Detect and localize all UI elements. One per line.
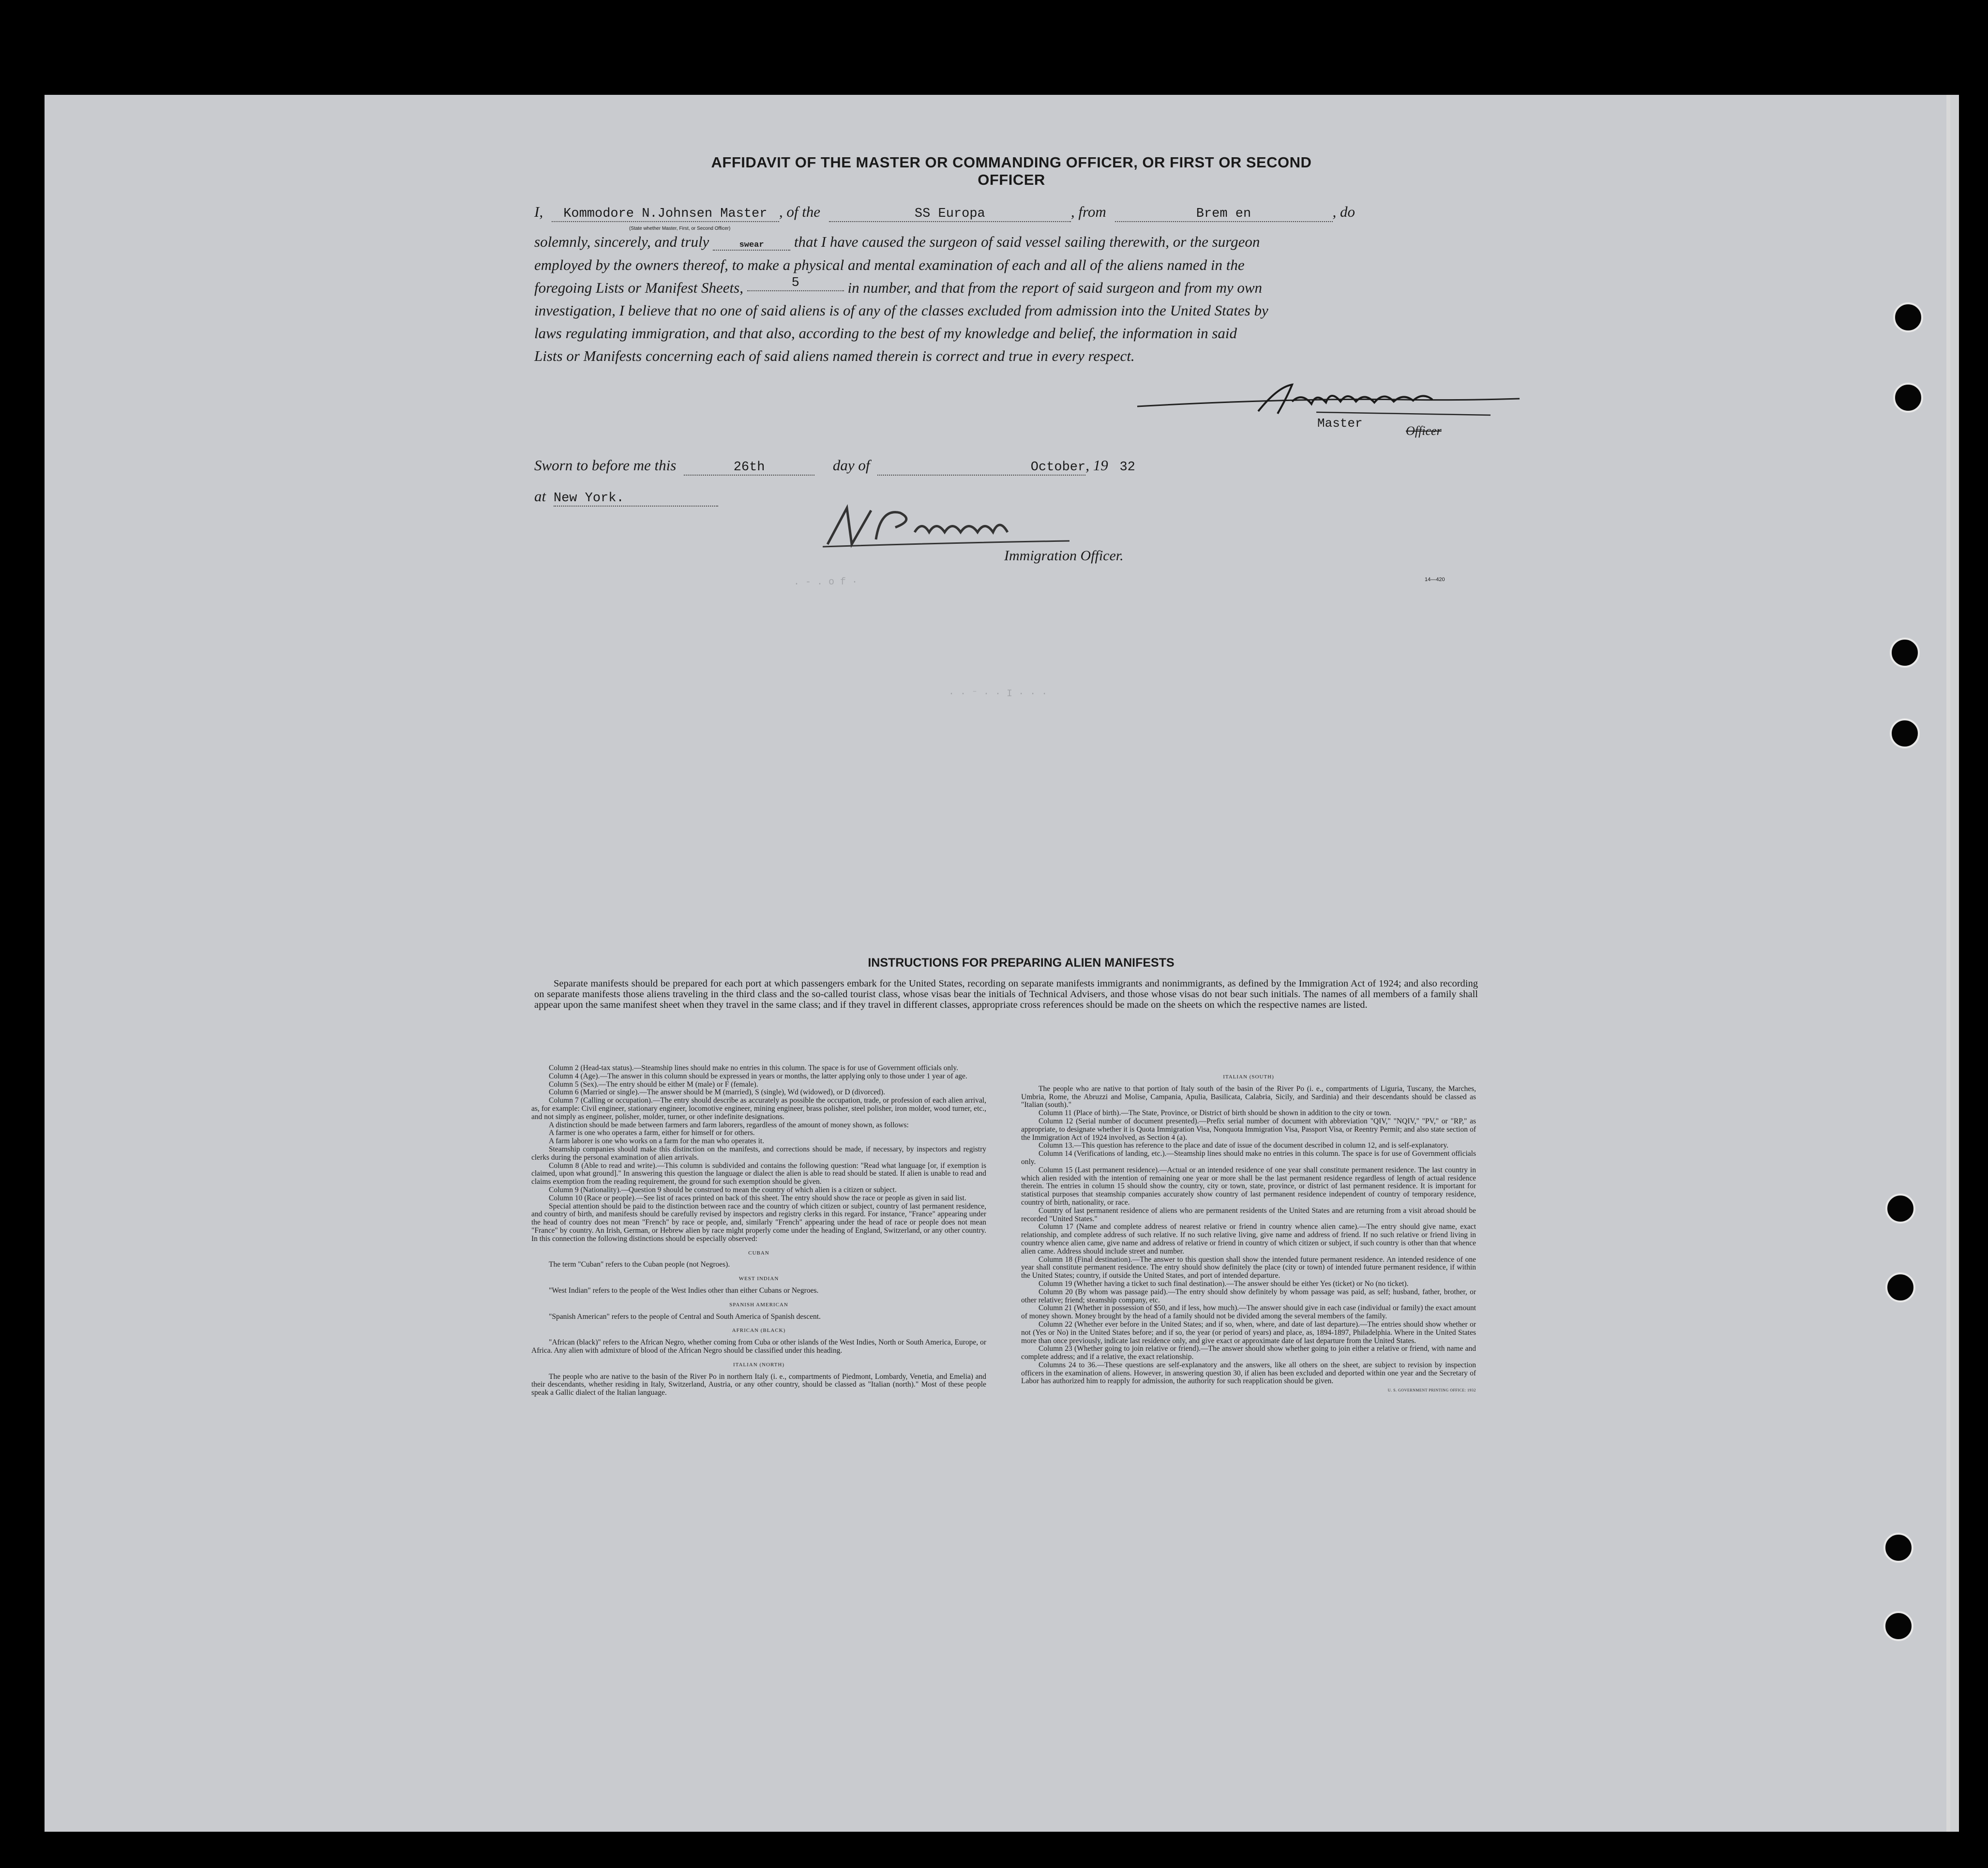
instruction-paragraph: A farmer is one who operates a farm, either for himself or for others. — [549, 1129, 755, 1137]
immigration-officer-label: Immigration Officer. — [1004, 548, 1124, 564]
instructions-intro: Separate manifests should be prepared for each port at which passengers embark for the United States, recording on separate manifests immigrants and nonimmigrants, as defined by the Immigration Act of 1924; and also recording on separate manifests those aliens traveling in the third class and the so-called tourist class, whose visas bear the initials of Technical Advisers, and those whose visas do not bear such initials. The names of all members of a family shall appear upon the same manifest sheet when they travel in the same class; and if they travel in different classes, appropriate cross references should be made on the sheets on which the respective names are listed. — [534, 978, 1478, 1010]
instruction-paragraph: Column 2 (Head-tax status).—Steamship lines should make no entries in this column. The space is for use of Government officials only. — [549, 1064, 959, 1072]
affidavit-line-3: employed by the owners thereof, to make a physical and mental examination of each and all of the aliens named in the — [534, 256, 1245, 273]
instruction-paragraph: Column 18 (Final destination).—The answer to this question shall show the intended future permanent residence. An intended residence of one year shall constitute permanent residence. The entry should show definitely the place (city or town) of intended future permanent residence, if within the United States; country, if outside the United States, and port of intended departure. — [1021, 1255, 1476, 1280]
west-indian-text: "West Indian" refers to the people of the West Indies other than either Cubans or Negroes. — [549, 1286, 819, 1295]
instruction-paragraph: A distinction should be made between farmers and farm laborers, regardless of the amount of money shown, as follows: — [549, 1121, 909, 1129]
i-prefix: I, — [534, 203, 543, 220]
affidavit-line-1 — [534, 203, 1355, 222]
instructions-right-column — [1021, 1064, 1476, 1395]
do-label: , do — [1332, 203, 1355, 220]
at-label: at — [534, 488, 546, 505]
binder-hole — [1890, 638, 1920, 668]
spanish-american-text: "Spanish American" refers to the people of Central and South America of Spanish descent. — [549, 1312, 821, 1321]
year-prefix: , 19 — [1085, 457, 1108, 474]
instruction-paragraph: Column 17 (Name and complete address of nearest relative or friend in country whence alien came).—The entry should give name, exact relationship, and complete address of such relative. If no such relative living, give name and address of friend. If no such relative or friend living in country whence alien came, give name and address of relative or friend in country of which citizen or subject, if such country is other than that whence alien came. Address should include street and number. — [1021, 1223, 1476, 1255]
line2-a: solemnly, sincerely, and truly — [534, 233, 709, 250]
section-heading-spanish-american: SPANISH AMERICAN — [729, 1301, 788, 1308]
instruction-paragraph: Column 4 (Age).—The answer in this column should be expressed in years or months, the latter applying only to those under 1 year of age. — [549, 1072, 967, 1080]
sworn-day: 26th — [684, 460, 814, 476]
instruction-paragraph: Columns 24 to 36.—These questions are self-explanatory and the answers, like all others on the sheet, are subject to revision by inspection officers in the examination of aliens. However, in answering question 30, if alien has been excluded and deported within one year and the Secretary of Labor has authorized him to reapply for admission, the authority for such reapplication should be given. — [1021, 1360, 1476, 1386]
section-heading-african: AFRICAN (BLACK) — [732, 1328, 786, 1334]
place-line — [534, 488, 718, 507]
affidavit-title: AFFIDAVIT OF THE MASTER OR COMMANDING OFFICER, OR FIRST OR SECOND OFFICER — [711, 154, 1312, 188]
instruction-paragraph: Column 20 (By whom was passage paid).—The entry should show definitely by whom passage was paid, as self; husband, father, brother, or other relative; friend; steamship company, etc. — [1021, 1287, 1476, 1304]
instruction-paragraph: Column 19 (Whether having a ticket to such final destination).—The answer should be either Yes (ticket) or No (no ticket). — [1039, 1279, 1409, 1288]
affidavit-line-2 — [534, 233, 1260, 251]
instruction-paragraph: Column 10 (Race or people).—See list of races printed on back of this sheet. The entry should show the race or people as given in said list. — [549, 1194, 966, 1202]
master-signature — [1132, 377, 1529, 421]
section-heading-italian-south: ITALIAN (SOUTH) — [1223, 1074, 1274, 1080]
vessel-name: SS Europa — [829, 207, 1071, 222]
instruction-paragraph: Column 23 (Whether going to join relative or friend).—The answer should show whether going to join either a relative or friend, with name and complete address; and if a relative, the exact relationship. — [1021, 1345, 1476, 1361]
instruction-paragraph: Column 13.—This question has reference to the place and date of issue of the document described in column 12, and is self-explanatory. — [1039, 1141, 1448, 1150]
instruction-paragraph: Country of last permanent residence of aliens who are permanent residents of the United States and are returning from a visit abroad should be recorded "United States." — [1021, 1206, 1476, 1223]
instruction-paragraph: Column 11 (Place of birth).—The State, Province, or District of birth should be shown in addition to the city or town. — [1039, 1109, 1391, 1118]
bleed-through: . - . o f · — [794, 577, 858, 588]
instructions-title: INSTRUCTIONS FOR PREPARING ALIEN MANIFESTS — [868, 956, 1175, 970]
signature-title-master: Master — [1317, 416, 1363, 431]
form-number: 14—420 — [1425, 577, 1445, 583]
officer-word: Officer — [1406, 424, 1442, 438]
section-heading-italian-north: ITALIAN (NORTH) — [733, 1361, 785, 1368]
rank-note: (State whether Master, First, or Second Officer) — [629, 226, 731, 231]
affidavit-line-5: investigation, I believe that no one of said aliens is of any of the classes excluded from admission into the United States by — [534, 302, 1268, 319]
african-text: "African (black)" refers to the African Negro, whether coming from Cuba or other islands of the West Indies, North or South America, Europe, or Africa. Any alien with admixture of blood of the African Negro should be classified under this heading. — [531, 1338, 986, 1355]
section-heading-cuban: CUBAN — [748, 1250, 769, 1256]
sworn-month: October — [877, 460, 1085, 476]
instruction-paragraph: Column 8 (Able to read and write).—This column is subdivided and contains the following question: "Read what language [or, if exemption is claimed, upon what ground]." In answering this question the language or dialect the alien is able to read should be stated. If alien is unable to read and claims exemption from the reading requirement, the ground for such exemption should be given. — [531, 1161, 986, 1186]
affidavit-line-6: laws regulating immigration, and that also, according to the best of my knowledge and belief, the information in said — [534, 325, 1237, 342]
departure-port: Brem en — [1115, 207, 1333, 222]
binder-hole — [1883, 1611, 1913, 1641]
instruction-paragraph: Column 15 (Last permanent residence).—Actual or an intended residence of one year shall constitute permanent residence. The last country in which alien resided with the intention of remaining one year or more shall be the last permanent residence regardless of length of actual residence therein. The entries in column 15 should show the country, city or town, state, province, or district of last permanent residence. It is important for statistical purposes that steamship companies accurately show country of last permanent residence independent of country of temporary residence, country of birth, nationality, or race. — [1021, 1166, 1476, 1207]
binder-hole — [1885, 1194, 1915, 1224]
sworn-line — [534, 457, 1135, 476]
from-label: , from — [1070, 203, 1106, 220]
page-edge — [1950, 95, 1959, 1832]
instructions-left-column — [531, 1064, 986, 1397]
instruction-paragraph: Column 6 (Married or single).—The answer should be M (married), S (single), Wd (widowed), or D (divorced). — [549, 1088, 885, 1097]
printer-imprint: U. S. GOVERNMENT PRINTING OFFICE: 1932 — [1387, 1388, 1476, 1393]
italian-north-text: The people who are native to the basin of the River Po in northern Italy (i. e., compartments of Piedmont, Lombardy, Venetia, and Emelia) and their descendants, whether residing in Italy, Switzerland, Austria, or any other country, should be classed as "Italian (north)." Most of these people speak a Gallic dialect of the Italian language. — [531, 1372, 986, 1397]
of-the-label: , of the — [779, 203, 821, 220]
affidavit-line-7: Lists or Manifests concerning each of said aliens named therein is correct and true in every respect. — [534, 347, 1135, 364]
binder-hole — [1893, 383, 1923, 413]
section-heading-west-indian: WEST INDIAN — [738, 1276, 779, 1282]
swear-word: swear — [713, 240, 790, 251]
instruction-paragraph: Special attention should be paid to the distinction between race and the country of which citizen or subject, country of last permanent residence, and country of birth, and manifests should be carefully revised by inspectors and registry clerks in this regard. For instance, "France" appearing under the head of country does not mean "French" by race or people, and, similarly "French" appearing under the head of race or people does not mean "France" by country. An Irish, German, or Hebrew alien by race might properly come under the heading of England, Switzerland, or any other country. In this connection the following distinctions should be especially observed: — [531, 1202, 986, 1243]
binder-hole — [1883, 1533, 1913, 1563]
instruction-paragraph: Column 5 (Sex).—The entry should be either M (male) or F (female). — [549, 1080, 758, 1089]
instruction-paragraph: The people who are native to that portion of Italy south of the basin of the River Po (i. e., compartments of Liguria, Tuscany, the Marches, Umbria, Rome, the Abruzzi and Molise, Campania, Apulia, Basilicata, Calabria, Sicily, and Sardinia) and their descendants should be classed as "Italian (south)." — [1021, 1084, 1476, 1109]
master-name: Kommodore N.Johnsen Master — [552, 207, 779, 222]
bleed-through: · · ⁻ · · I · · · — [949, 688, 1048, 700]
binder-hole — [1893, 302, 1923, 332]
instruction-paragraph: Column 12 (Serial number of document presented).—Prefix serial number of document with abbreviation "QIV," "NQIV," "PV," or "RP," as appropriate, to designate whether it is Quota Immigration Visa, Nonquota Immigration Visa, Passport Visa, or Reentry Permit; and also state section of the Immigration Act of 1924 involved, as Section 4 (a). — [1021, 1117, 1476, 1142]
instruction-paragraph: Column 14 (Verifications of landing, etc.).—Steamship lines should make no entries in this column. The space is for use of Government officials only. — [1021, 1150, 1476, 1166]
cuban-text: The term "Cuban" refers to the Cuban people (not Negroes). — [549, 1260, 730, 1269]
line4-b: in number, and that from the report of said surgeon and from my own — [847, 279, 1263, 296]
instruction-paragraph: Column 7 (Calling or occupation).—The entry should describe as accurately as possible the occupation, trade, or profession of each alien arrival, as, for example: Civil engineer, stationary engineer, locomotive engineer, mining engineer, brass polisher, steel polisher, iron molder, wood turner, etc., and not simply as engineer, polisher, molder, turner, or other indefinite designations. — [531, 1096, 986, 1121]
instruction-paragraph: Column 21 (Whether in possession of $50, and if less, how much).—The answer should give in each case (individual or family) the exact amount of money shown. Money brought by the head of a family should not be divided among the several members of the family. — [1021, 1304, 1476, 1321]
binder-hole — [1890, 718, 1920, 748]
instruction-paragraph: Column 22 (Whether ever before in the United States; and if so, when, where, and date of last departure).—The entries should show whether or not (Yes or No) in the United States before; and if so, the year (or period of years) and place, as, 1894-1897, Philadelphia. Where in the United States more than once previously, indicate last residence only, and give exact or approximate date of last departure from the United States. — [1021, 1320, 1476, 1345]
sworn-year: 32 — [1119, 460, 1135, 475]
line2-b: that I have caused the surgeon of said vessel sailing therewith, or the surgeon — [794, 233, 1260, 250]
sworn-label: Sworn to before me this — [534, 457, 677, 474]
sheets-count: 5 — [747, 276, 844, 291]
sworn-place: New York. — [554, 491, 718, 507]
instruction-paragraph: Steamship companies should make this distinction on the manifests, and corrections should be made, if necessary, by inspectors and registry clerks during the personal examination of alien arrivals. — [531, 1145, 986, 1162]
binder-hole — [1885, 1272, 1915, 1302]
affidavit-line-4 — [534, 276, 1263, 298]
instruction-paragraph: Column 9 (Nationality).—Question 9 should be construed to mean the country of which alien is a citizen or subject. — [549, 1185, 897, 1194]
instruction-paragraph: A farm laborer is one who works on a farm for the man who operates it. — [549, 1137, 765, 1146]
signature-title-officer — [1406, 424, 1442, 438]
line4-a: foregoing Lists or Manifest Sheets, — [534, 279, 743, 296]
day-of-label: day of — [832, 457, 870, 474]
